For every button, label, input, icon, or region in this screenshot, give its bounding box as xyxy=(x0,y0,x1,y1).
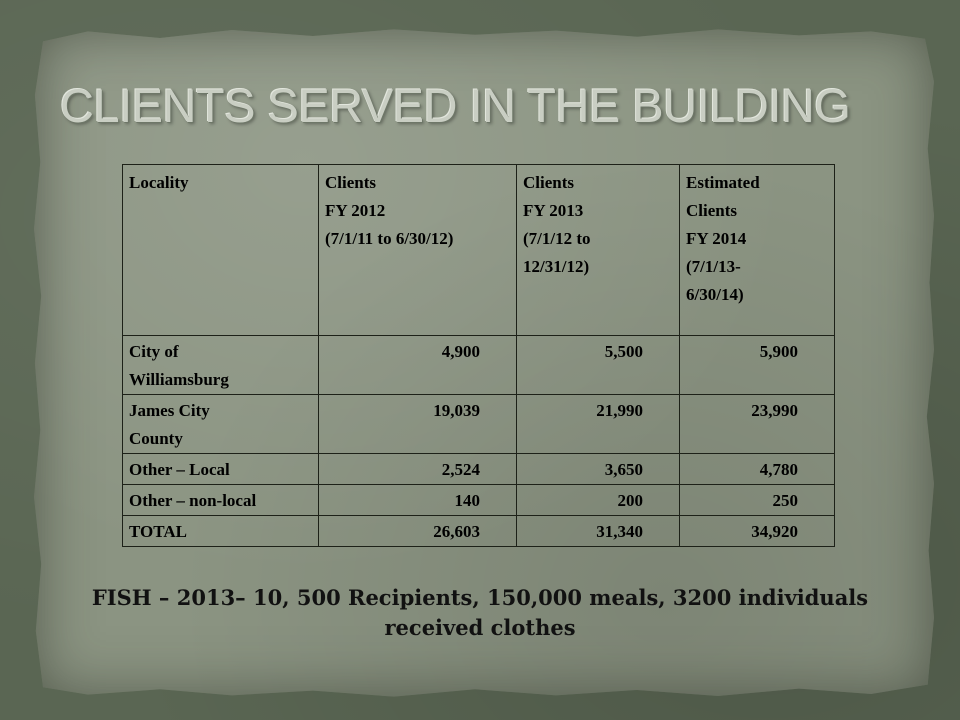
fy2014-cell: 23,990 xyxy=(680,395,835,454)
cell-text: City of Williamsburg xyxy=(129,342,229,389)
table-header-row xyxy=(123,165,835,336)
locality-cell: Other – non-local xyxy=(123,485,319,516)
table-row-total xyxy=(123,516,835,547)
locality-cell: TOTAL xyxy=(123,516,319,547)
header-fy2012 xyxy=(319,165,517,336)
locality-cell xyxy=(123,395,319,454)
header-label: Estimated Clients FY 2014 (7/1/13- 6/30/14) xyxy=(686,173,760,304)
fy2012-cell: 19,039 xyxy=(319,395,517,454)
fy2013-cell: 200 xyxy=(517,485,680,516)
locality-cell xyxy=(123,336,319,395)
table-row xyxy=(123,454,835,485)
header-locality xyxy=(123,165,319,336)
header-label: Locality xyxy=(129,173,189,192)
header-fy2014 xyxy=(680,165,835,336)
fish-summary-text: FISH – 2013– 10, 500 Recipients, 150,000 meals, 3200 individuals received clothes xyxy=(91,585,869,640)
fy2014-cell: 250 xyxy=(680,485,835,516)
fy2012-cell: 2,524 xyxy=(319,454,517,485)
fy2014-cell: 5,900 xyxy=(680,336,835,395)
fy2013-cell: 21,990 xyxy=(517,395,680,454)
fy2013-cell: 3,650 xyxy=(517,454,680,485)
fy2013-cell: 31,340 xyxy=(517,516,680,547)
fy2014-cell: 4,780 xyxy=(680,454,835,485)
cell-text: James City County xyxy=(129,401,210,448)
header-fy2013 xyxy=(517,165,680,336)
table-row xyxy=(123,336,835,395)
fy2012-cell: 4,900 xyxy=(319,336,517,395)
table-row xyxy=(123,485,835,516)
fy2013-cell: 5,500 xyxy=(517,336,680,395)
fy2012-cell: 140 xyxy=(319,485,517,516)
locality-cell: Other – Local xyxy=(123,454,319,485)
fy2012-cell: 26,603 xyxy=(319,516,517,547)
header-label: Clients FY 2012 (7/1/11 to 6/30/12) xyxy=(325,173,454,248)
fy2014-cell: 34,920 xyxy=(680,516,835,547)
header-label: Clients FY 2013 (7/1/12 to 12/31/12) xyxy=(523,173,591,276)
clients-table xyxy=(122,164,835,547)
slide-title: CLIENTS SERVED IN THE BUILDING xyxy=(60,79,851,132)
table-row xyxy=(123,395,835,454)
